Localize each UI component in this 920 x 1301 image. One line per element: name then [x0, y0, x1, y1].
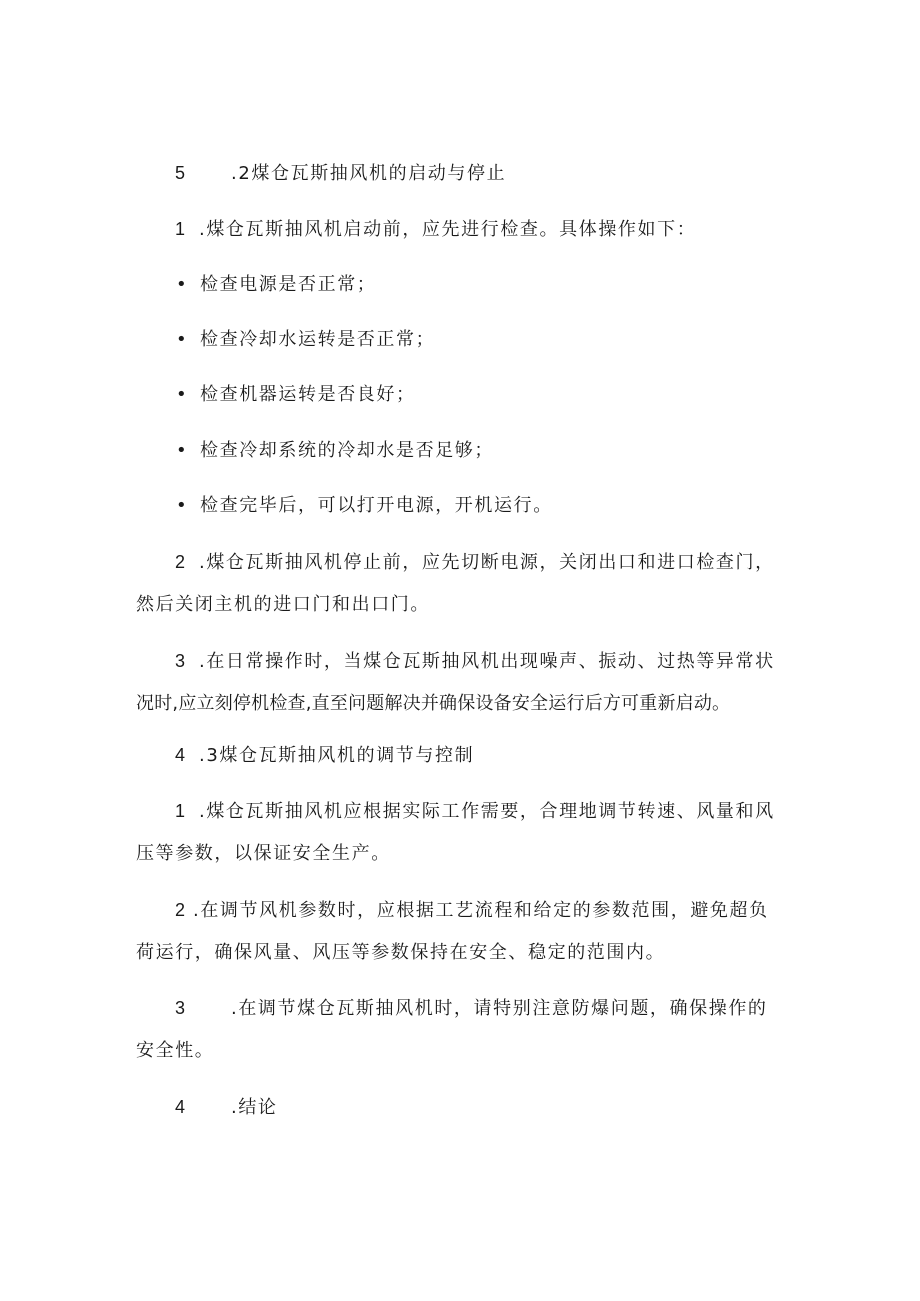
bullet-text: 检查冷却水运转是否正常；: [200, 329, 436, 350]
section-heading-4-3: [175, 743, 474, 768]
bullet-mark: •: [176, 440, 189, 461]
bullet-mark: •: [176, 274, 189, 295]
bullet-text: 检查机器运转是否良好；: [200, 384, 416, 405]
bullet-item: [176, 273, 376, 297]
item-text-line1: .煤仓瓦斯抽风机停止前，应先切断电源，关闭出口和进口检查门，: [199, 552, 775, 573]
paragraph-subitem-1-continuation: [136, 842, 391, 866]
item-text-line1: .在调节煤仓瓦斯抽风机时，请特别注意防爆问题，确保操作的: [231, 998, 768, 1019]
paragraph-subitem-3-continuation: [136, 1039, 214, 1063]
item-number: 2: [175, 900, 186, 920]
item-text-line2: 况时,应立刻停机检查,直至问题解决并确保设备安全运行后方可重新启动。: [136, 693, 731, 714]
item-text-line2: 安全性。: [136, 1040, 215, 1061]
paragraph-item-2-continuation: [136, 593, 430, 617]
paragraph-subitem-1: [175, 799, 775, 824]
bullet-item: [176, 439, 494, 463]
paragraph-item-3: [175, 649, 775, 674]
item-number: 2: [175, 552, 186, 572]
item-number: 3: [175, 998, 186, 1018]
item-text-line1: .在调节风机参数时，应根据工艺流程和给定的参数范围，避免超负: [193, 900, 769, 921]
item-text-line1: .煤仓瓦斯抽风机应根据实际工作需要，合理地调节转速、风量和风: [199, 801, 775, 822]
section-title: .2煤仓瓦斯抽风机的启动与停止: [231, 163, 507, 184]
section-title: .3煤仓瓦斯抽风机的调节与控制: [199, 745, 475, 766]
section-heading-5-2: [175, 161, 506, 186]
bullet-text: 检查完毕后，可以打开电源，开机运行。: [200, 495, 553, 516]
bullet-item: [176, 383, 416, 407]
section-number: 4: [175, 1097, 186, 1117]
item-text-line2: 压等参数，以保证安全生产。: [136, 843, 391, 864]
bullet-item: [176, 328, 435, 352]
section-title: .结论: [231, 1097, 278, 1118]
section-number: 5: [175, 163, 186, 183]
paragraph-subitem-2-continuation: [136, 941, 665, 965]
item-text-line2: 荷运行，确保风量、风压等参数保持在安全、稳定的范围内。: [136, 942, 666, 963]
paragraph-item-3-continuation: [136, 692, 730, 716]
bullet-mark: •: [176, 384, 189, 405]
paragraph-item-1: [175, 217, 696, 242]
item-number: 1: [175, 801, 186, 821]
item-text-line1: .在日常操作时，当煤仓瓦斯抽风机出现噪声、振动、过热等异常状: [199, 651, 775, 672]
item-number: 3: [175, 651, 186, 671]
paragraph-subitem-2: [175, 898, 769, 923]
item-number: 1: [175, 219, 186, 239]
bullet-item: [176, 494, 553, 518]
bullet-text: 检查冷却系统的冷却水是否足够；: [200, 440, 494, 461]
item-text: .煤仓瓦斯抽风机启动前，应先进行检查。具体操作如下：: [199, 219, 697, 240]
paragraph-subitem-3: [175, 996, 768, 1021]
item-text-line2: 然后关闭主机的进口门和出口门。: [136, 594, 430, 615]
bullet-text: 检查电源是否正常；: [200, 274, 377, 295]
bullet-mark: •: [176, 495, 189, 516]
bullet-mark: •: [176, 329, 189, 350]
section-heading-conclusion: [175, 1095, 278, 1120]
paragraph-item-2: [175, 550, 775, 575]
section-number: 4: [175, 745, 186, 765]
